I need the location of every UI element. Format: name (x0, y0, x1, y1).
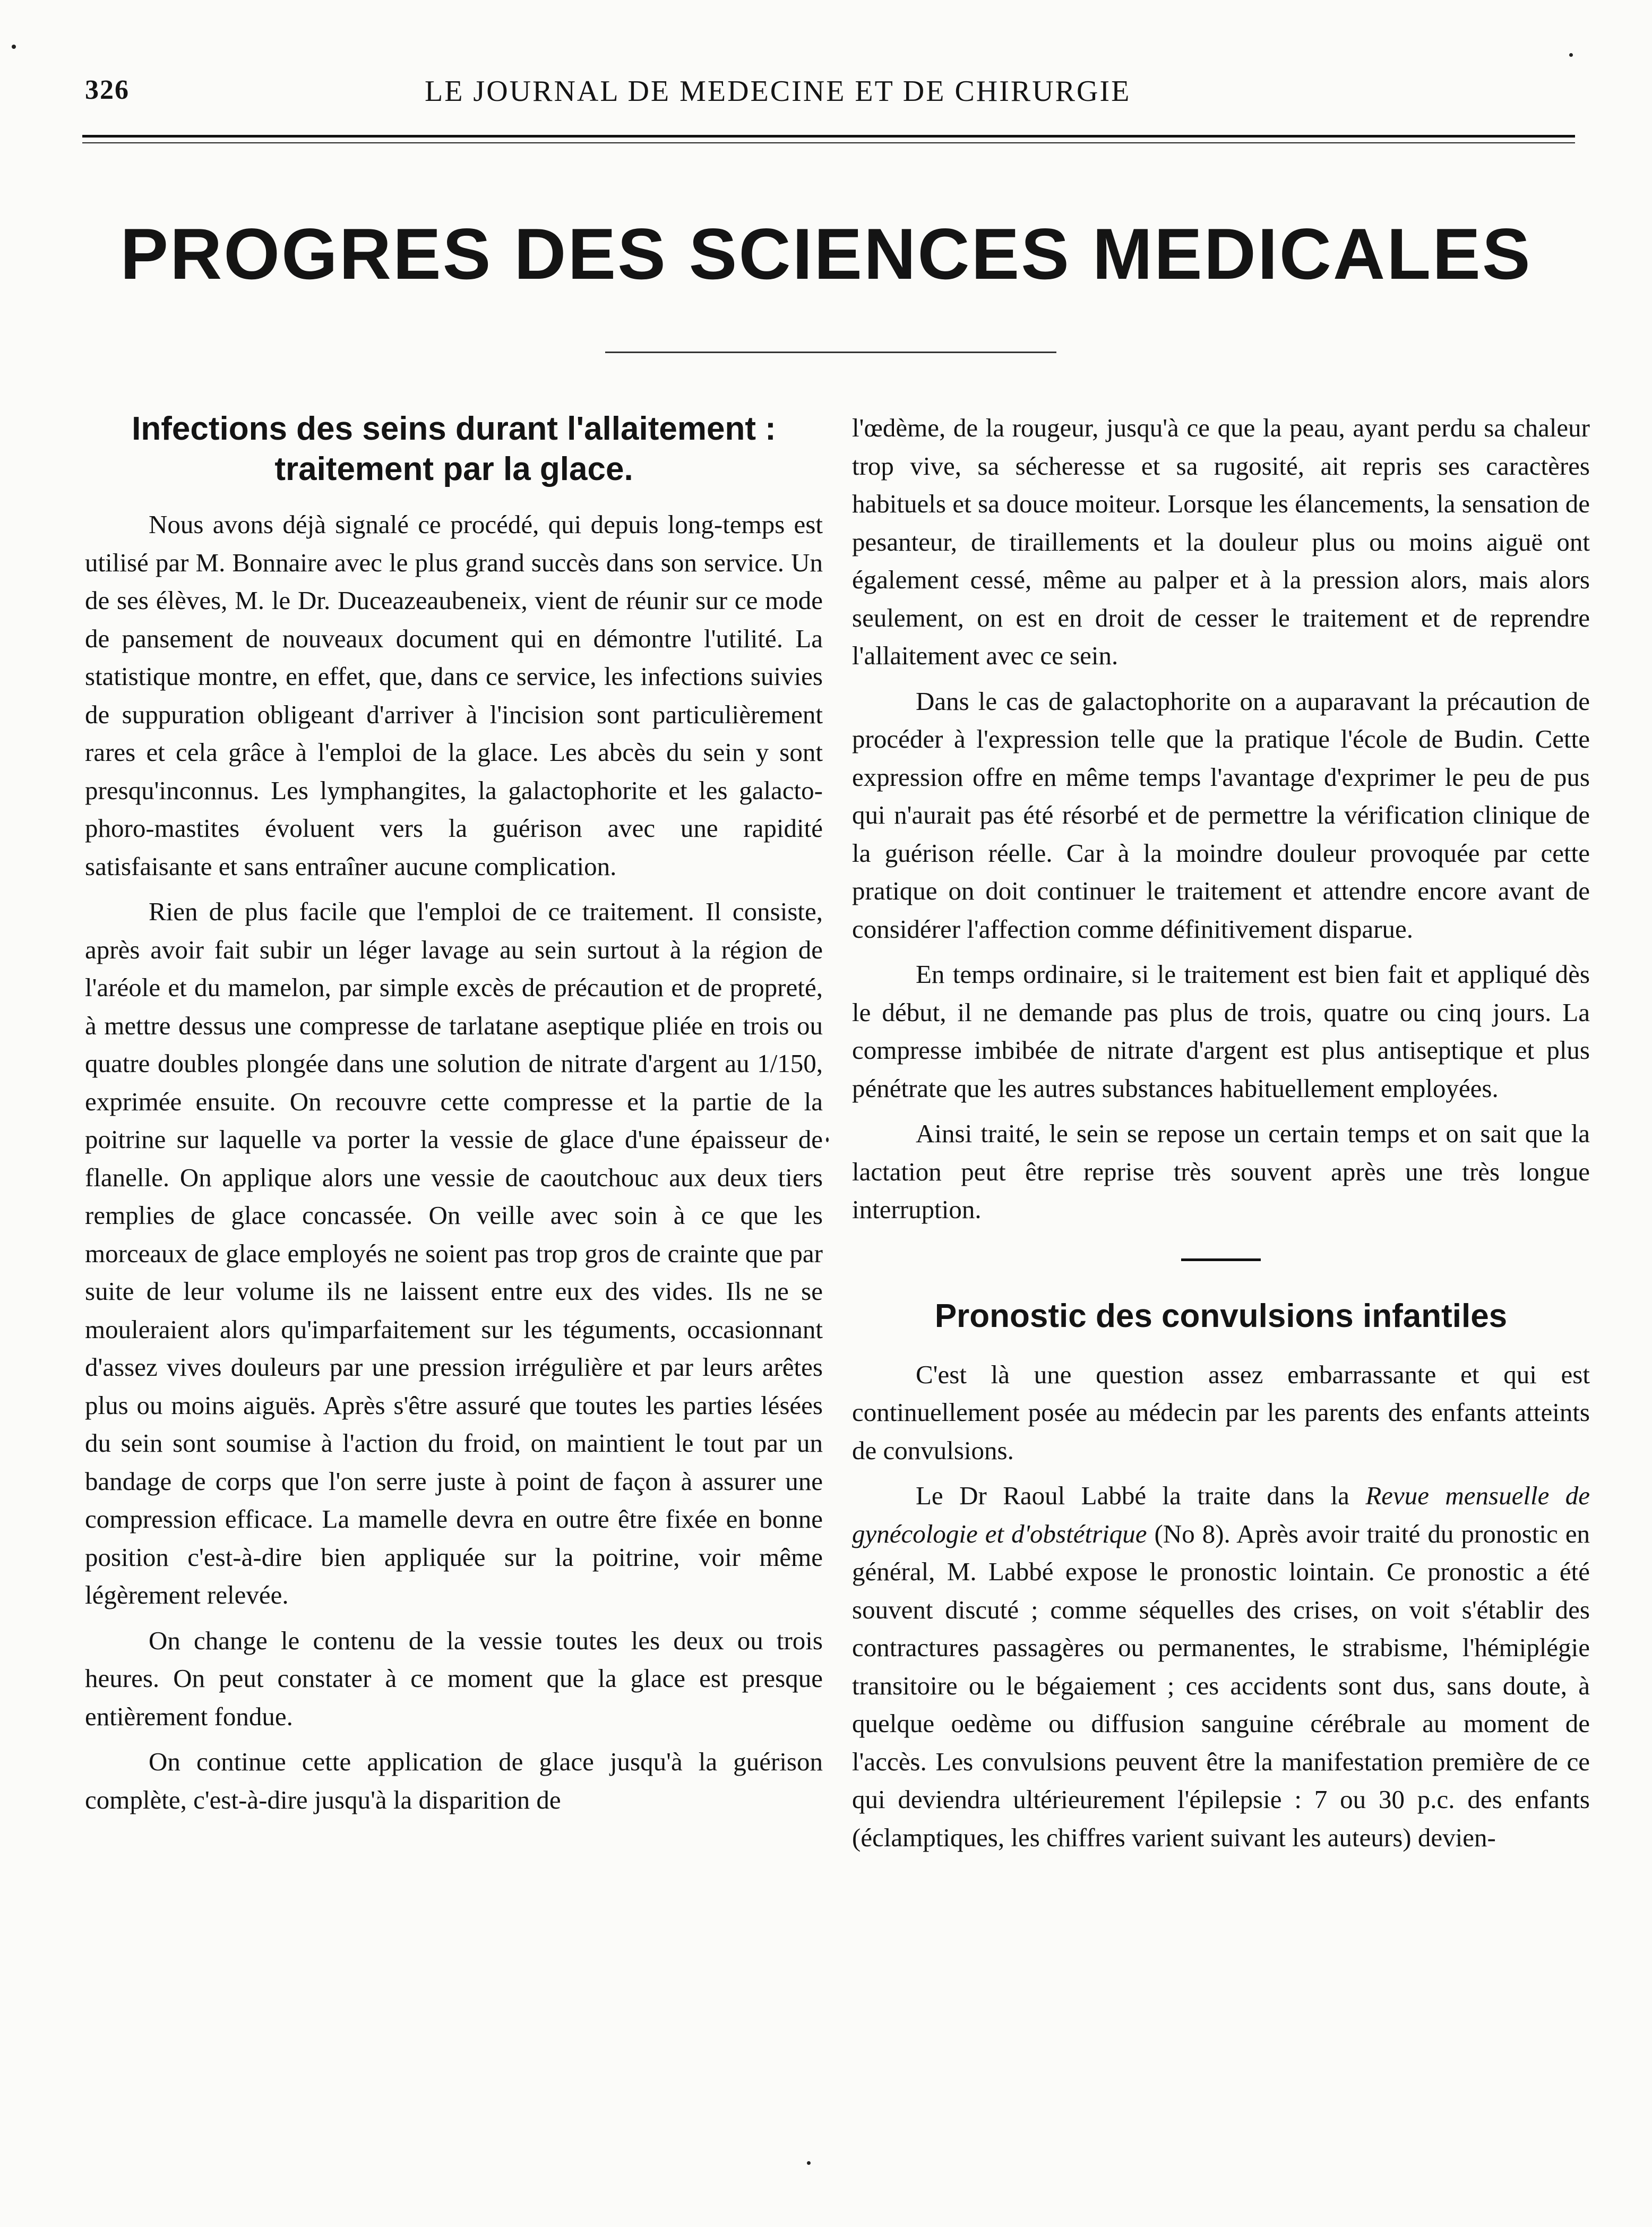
article-paragraph: En temps ordinaire, si le traitement est bien fait et appliqué dès le début, il ne demande pas plus de trois, quatre ou cinq jours. La compresse imbibée de nitrate d'argent est plus antiseptique et plus pénétrate que les autres substances habituellement employées. (852, 960, 1590, 1103)
article-paragraph: On continue cette application de glace jusqu'à la guérison complète, c'est-à-dire jusqu'à la disparition de (85, 1747, 823, 1814)
scan-speck (1569, 53, 1573, 57)
scan-speck (12, 45, 16, 49)
section-title-rule (605, 352, 1056, 353)
header-rule-thick (82, 135, 1575, 138)
running-head (85, 74, 1567, 117)
article-paragraph: Ainsi traité, le sein se repose un certain temps et on sait que la lactation peut être reprise très souvent après une très longue interruption. (852, 1119, 1590, 1224)
article-paragraph: Dans le cas de galactophorite on a auparavant la précaution de procéder à l'expression telle que la pratique l'école de Budin. Cette expression offre en même temps l'avantage d'exprimer le peu de pus qui n'aurait pas été résorbé et de permettre la vérification clinique de la guérison réelle. Car à la moindre douleur provoquée par cette pratique on doit continuer le traitement et attendre encore avant de considérer l'affection comme définitivement disparue. (852, 686, 1590, 944)
article-paragraph: C'est là une question assez embarrassante et qui est continuellement posée au médecin par les parents des enfants atteints de convulsions. (852, 1359, 1590, 1465)
text-run: (No 8). Après avoir traité du pronostic en général, M. Labbé expose le pronostic lointain. Ce pronostic a été souvent discuté ; comme séquelles des crises, on voit s'établir des contractures passagères ou permanentes, le strabisme, l'hémiplégie transitoire ou le bégaiement ; ces accidents sont dus, sans doute, à quelque oedème ou diffusion sanguine cérébrale au moment de l'accès. Les convulsions peuvent être la manifestation première de ce qui deviendra ultérieurement l'épilepsie : 7 ou 30 p.c. des enfants (éclamptiques, les chiffres varient suivant les auteurs) devien- (852, 1519, 1590, 1852)
article-heading-convulsions: Pronostic des convulsions infantiles (934, 1297, 1508, 1334)
article-paragraph-continued: l'œdème, de la rougeur, jusqu'à ce que la peau, ayant perdu sa chaleur trop vive, sa sécheresse et sa rugosité, ait repris ses caractères habituels et sa douce moiteur. Lorsque les élancements, la sensation de pesanteur, de tiraillements et la douleur plus ou moins aiguë ont également cessé, même au palper et à la pression alors, mais alors seulement, on est en droit de cesser le traitement et de reprendre l'allaitement avec ce sein. (852, 413, 1590, 670)
article-divider (1181, 1258, 1261, 1261)
article-heading-line-2: traitement par la glace. (274, 451, 633, 487)
left-column (85, 409, 823, 1819)
journal-reference: Revue mensuelle de gynécologie et d'obstétrique (852, 1481, 1590, 1548)
article-paragraph: Nous avons déjà signalé ce procédé, qui depuis long-temps est utilisé par M. Bonnaire avec le plus grand succès dans son service. Un de ses élèves, M. le Dr. Duceazeaubeneix, vient de réunir sur ce mode de pansement de nouveaux document qui en démontre l'utilité. La statistique montre, en effet, que, dans ce service, les infections suivies de suppuration obligeant d'arriver à l'incision sont particulièrement rares et cela grâce à l'emploi de la glace. Les abcès du sein y sont presqu'inconnus. Les lymphangites, la galactophorite et les galacto-phoro-mastites évoluent vers la guérison avec une rapidité satisfaisante et sans entraîner aucune complication. (85, 510, 823, 881)
article-heading-line-1: Infections des seins durant l'allaitement : (132, 410, 776, 447)
header-rule-thin (82, 142, 1575, 143)
article-paragraph: Rien de plus facile que l'emploi de ce traitement. Il consiste, après avoir fait subir un léger lavage au sein surtout à la région de l'aréole et du mamelon, par simple excès de précaution et de propreté, à mettre dessus une compresse de tarlatane aseptique pliée en trois ou quatre doubles plongée dans une solution de nitrate d'argent au 1/150, exprimée ensuite. On recouvre cette compresse et la partie de la poitrine sur laquelle va porter la vessie de glace d'une épaisseur de flanelle. On applique alors une vessie de caoutchouc aux deux tiers remplies de glace concassée. On veille avec soin à ce que les morceaux de glace employés ne soient pas trop gros de crainte que par suite de leur volume ils ne laissent entre eux des vides. Ils ne se mouleraient alors qu'imparfaitement sur les téguments, occasionnant d'assez vives douleurs par une pression irrégulière et par leurs arêtes plus ou moins aiguës. Après s'être assuré que toutes les parties lésées du sein sont soumise à l'action du froid, on maintient le tout par un bandage de corps que l'on serre juste à point de façon à assurer une compression efficace. La mamelle devra en outre être fixée en bonne position c'est-à-dire bien appliquée sur la poitrine, voir même légèrement relevée. (85, 897, 823, 1609)
article-paragraph (852, 1477, 1590, 1856)
right-column (852, 409, 1590, 1856)
scan-speck (807, 2161, 811, 2165)
article-paragraph: On change le contenu de la vessie toutes les deux ou trois heures. On peut constater à ce moment que la glace est presque entièrement fondue. (85, 1625, 823, 1731)
text-run: Le Dr Raoul Labbé la traite dans la (916, 1481, 1366, 1510)
scan-speck (826, 1137, 829, 1142)
article-heading-infections (85, 409, 823, 490)
journal-title: LE JOURNAL DE MEDECINE ET DE CHIRURGIE (425, 75, 1131, 108)
section-title: PROGRES DES SCIENCES MEDICALES (120, 213, 1532, 294)
page-number: 326 (85, 75, 130, 105)
